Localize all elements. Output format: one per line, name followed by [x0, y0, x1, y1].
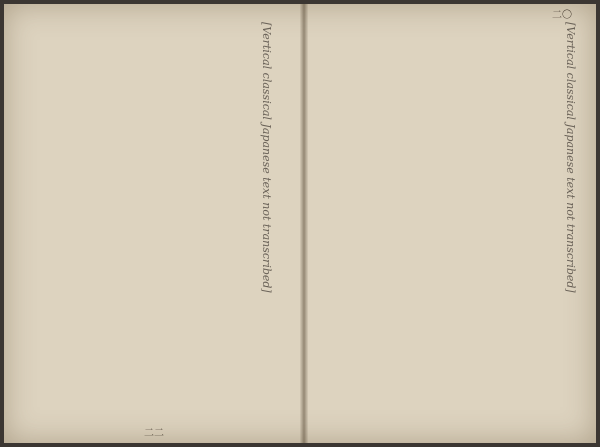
right-page: [308, 4, 596, 443]
left-page: [4, 4, 300, 443]
book-spread: [4, 4, 596, 443]
right-page-number: 二〇: [552, 10, 572, 21]
right-page-text: [Vertical classical Japanese text not transcribed]: [564, 22, 577, 293]
left-page-text: [Vertical classical Japanese text not transcribed]: [260, 22, 273, 293]
book-gutter: [300, 4, 308, 443]
left-page-number: 二二: [144, 428, 164, 439]
